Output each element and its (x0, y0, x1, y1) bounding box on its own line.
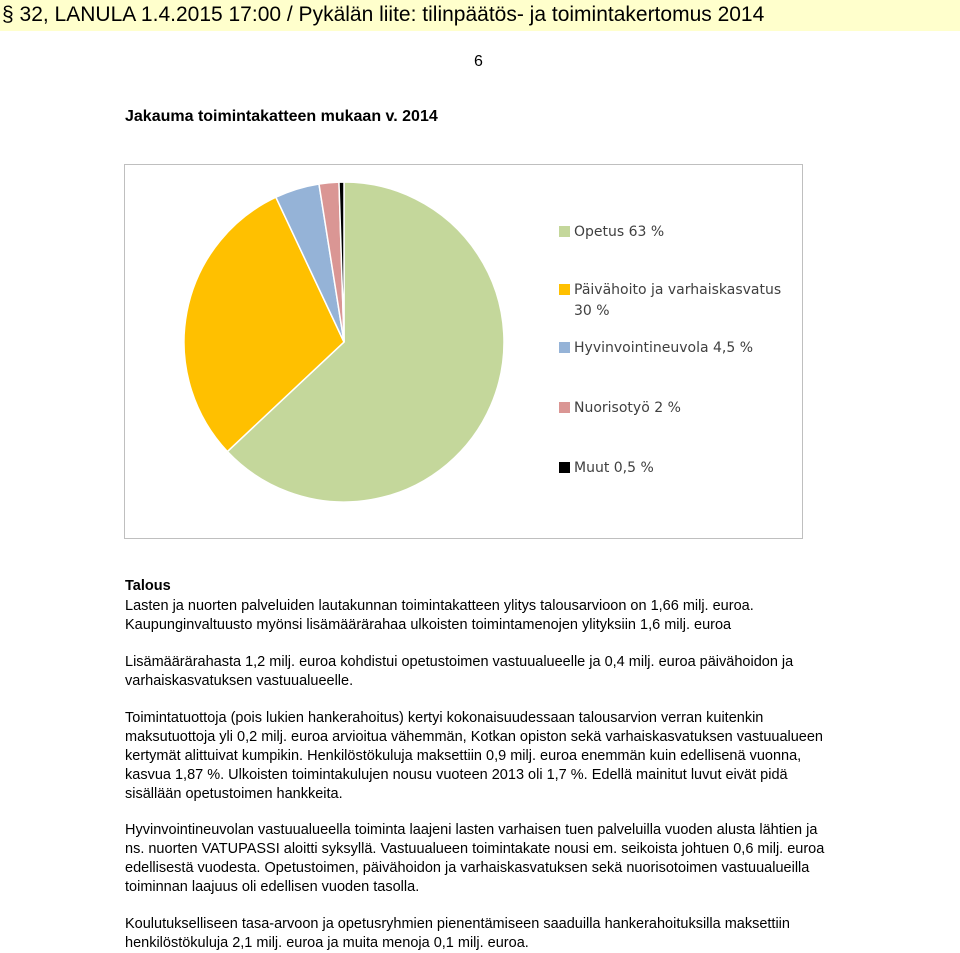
section-mark: § (2, 3, 14, 26)
agenda-header-label: 32, LANULA 1.4.2015 17:00 / Pykälän liite: tilinpäätös- ja toimintakertomus 2014 (13, 3, 765, 26)
paragraph-2: Lisämäärärahasta 1,2 milj. euroa kohdistui opetustoimen vastuualueelle ja 0,4 milj. euroa päivähoidon ja varhaiskasvatuksen vastuualueelle. (125, 654, 794, 689)
legend-label-0: Opetus 63 % (574, 224, 665, 240)
legend-swatch-0 (559, 226, 570, 237)
paragraph-3: Toimintatuottoja (pois lukien hankerahoitus) kertyi kokonaisuudessaan talousarvion verran kuitenkin maksutuottoja yli 0,2 milj. euroa arvioitua vähemmän, Kotkan opiston sekä varhaiskasvatuksen vastuualueen kertymät alittuivat kumpikin. Henkilöstökuluja maksettiin 0,9 milj. euroa enemmän kuin edellisenä vuonna, kasvua 1,87 %. Ulkoisten toimintakulujen nousu vuoteen 2013 oli 1,7 %. Edellä mainitut luvut eivät pidä sisällään opetustoimen hankkeita. (125, 710, 823, 802)
legend-label-1: Päivähoito ja varhaiskasvatus 30 % (574, 282, 782, 319)
agenda-header (0, 0, 960, 31)
page-number: 6 (474, 53, 483, 70)
legend-swatch-4 (559, 462, 570, 473)
legend-swatch-3 (559, 402, 570, 413)
chart-heading: Jakauma toimintakatteen mukaan v. 2014 (125, 108, 438, 125)
talous-heading: Talous (125, 578, 171, 594)
pie-chart-frame (124, 164, 803, 539)
paragraph-1: Lasten ja nuorten palveluiden lautakunnan toimintakatteen ylitys talousarvioon on 1,66 milj. euroa. Kaupunginvaltuusto myönsi lisämäärärahaa ulkoisten toimintamenojen ylityksiin 1,6 milj. euroa (125, 598, 754, 633)
legend-swatch-2 (559, 342, 570, 353)
legend-label-3: Nuorisotyö 2 % (574, 400, 681, 416)
paragraph-4: Hyvinvointineuvolan vastuualueella toiminta laajeni lasten varhaisen tuen palveluilla vuoden alusta lähtien ja ns. nuorten VATUPASSI aloitti syksyllä. Vastuualueen toimintakate nousi em. seikoista johtuen 0,6 milj. euroa edellisestä vuodesta. Opetustoimen, päivähoidon ja varhaiskasvatuksen sekä nuorisotoimen vastuualueilla toiminnan laajuus oli edellisen vuoden tasolla. (125, 822, 825, 895)
legend-label-4: Muut 0,5 % (574, 460, 654, 476)
paragraph-5: Koulutukselliseen tasa-arvoon ja opetusryhmien pienentämiseen saaduilla hankerahoituksilla maksettiin henkilöstökuluja 2,1 milj. euroa ja muita menoja 0,1 milj. euroa. (125, 916, 790, 951)
agenda-header-text (2, 3, 764, 27)
legend-label-2: Hyvinvointineuvola 4,5 % (574, 340, 753, 356)
legend-swatch-1 (559, 284, 570, 295)
